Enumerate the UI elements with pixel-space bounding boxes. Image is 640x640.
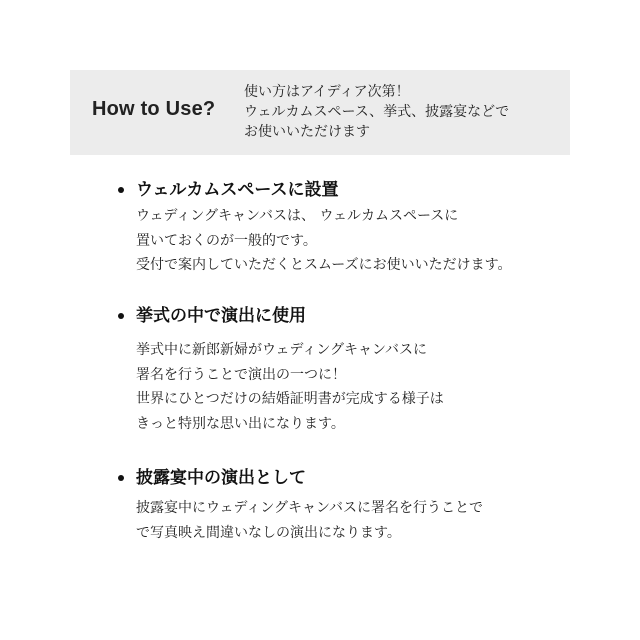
- bullet-icon: [118, 187, 124, 193]
- body-line: ウェディングキャンバスは、 ウェルカムスペースに: [136, 208, 459, 224]
- body-line: 挙式中に新郎新婦がウェディングキャンバスに: [136, 342, 428, 358]
- bullet-icon: [118, 313, 124, 319]
- body-line: 署名を行うことで演出の一つに！: [136, 366, 346, 383]
- body-line: 受付で案内していただくとスムーズにお使いいただけます。: [136, 257, 512, 273]
- header-title: How to Use?: [92, 98, 216, 120]
- section-ceremony: [118, 304, 588, 436]
- section-heading: [118, 178, 588, 202]
- intro-line: ウェルカムスペース、挙式、披露宴などで: [244, 104, 510, 120]
- body-line: 世界にひとつだけの結婚証明書が完成する様子は: [136, 391, 444, 407]
- how-to-use-header: [70, 70, 570, 155]
- section-welcome-space: [118, 178, 588, 278]
- body-line: 置いておくのが一般的です。: [136, 232, 317, 249]
- section-heading: [118, 304, 588, 328]
- body-line: で写真映え間違いなしの演出になります。: [136, 524, 401, 541]
- section-heading: [118, 466, 588, 490]
- section-heading-text: 挙式の中で演出に使用: [136, 306, 306, 326]
- section-body: [136, 496, 588, 545]
- header-intro: [244, 82, 564, 142]
- section-body: [136, 338, 588, 436]
- section-reception: [118, 466, 588, 545]
- intro-line: お使いいただけます: [244, 124, 370, 140]
- body-line: きっと特別な思い出になります。: [136, 415, 345, 432]
- bullet-icon: [118, 475, 124, 481]
- intro-line: 使い方はアイディア次第！: [244, 84, 410, 100]
- section-body: [136, 204, 588, 278]
- section-heading-text: ウェルカムスペースに設置: [136, 180, 339, 200]
- body-line: 披露宴中にウェディングキャンバスに署名を行うことで: [136, 500, 484, 516]
- section-heading-text: 披露宴中の演出として: [136, 468, 306, 488]
